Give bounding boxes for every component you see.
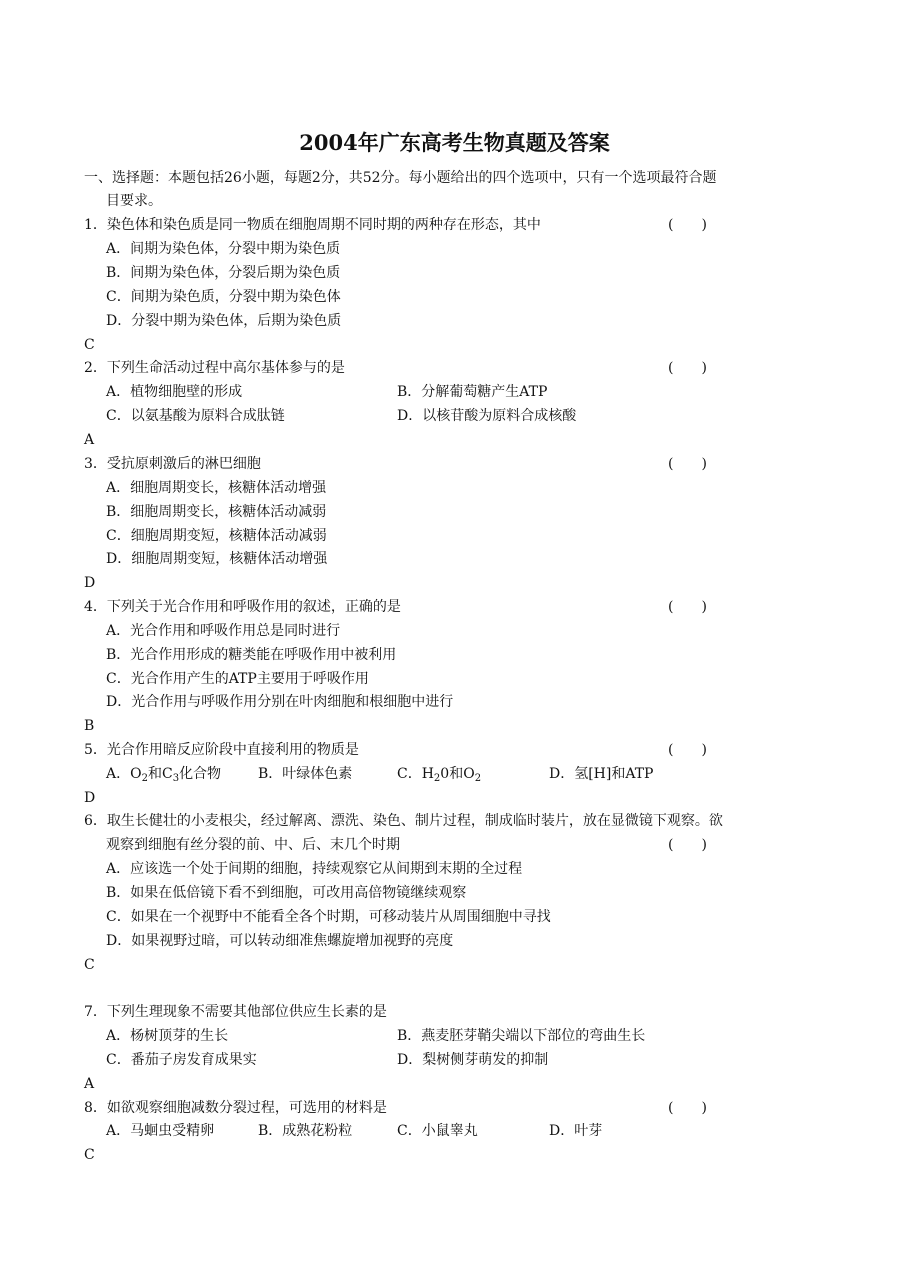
question-5-option-a: A．$O_2$和$C_3$化合物: [106, 766, 222, 784]
question-8-option-d: D．叶芽: [549, 1123, 603, 1139]
answer-blank: ( ): [668, 456, 707, 472]
question-2-option-d: D．以核苷酸为原料合成核酸: [397, 408, 577, 424]
question-1-option-b: B．间期为染色体，分裂后期为染色质: [106, 265, 341, 281]
question-2-stem: 2．下列生命活动过程中高尔基体参与的是: [84, 360, 345, 376]
answer-blank: ( ): [668, 837, 707, 853]
question-6-answer: C: [84, 957, 95, 973]
question-7-stem: 7．下列生理现象不需要其他部位供应生长素的是: [84, 1004, 387, 1020]
question-2-option-b: B．分解葡萄糖产生ATP: [397, 384, 548, 400]
question-3-stem: 3．受抗原刺激后的淋巴细胞: [84, 456, 261, 472]
answer-blank: ( ): [668, 599, 707, 615]
question-3-answer: D: [84, 575, 96, 591]
answer-blank: ( ): [668, 217, 707, 233]
question-2-option-c: C．以氨基酸为原料合成肽链: [106, 408, 285, 424]
question-4-option-d: D．光合作用与呼吸作用分别在叶肉细胞和根细胞中进行: [106, 694, 454, 710]
question-3-option-b: B．细胞周期变长，核糖体活动减弱: [106, 504, 327, 520]
answer-blank: ( ): [668, 1100, 707, 1116]
question-1-option-c: C．间期为染色质，分裂中期为染色体: [106, 289, 341, 305]
question-3-option-a: A．细胞周期变长，核糖体活动增强: [106, 480, 327, 496]
page-title: 2004年广东高考生物真题及答案: [299, 130, 610, 155]
question-6-stem-cont: 观察到细胞有丝分裂的前、中、后、末几个时期: [106, 837, 400, 853]
answer-blank: ( ): [668, 742, 707, 758]
question-4-option-c: C．光合作用产生的ATP主要用于呼吸作用: [106, 671, 369, 687]
section-instructions: 一、选择题：本题包括26小题，每题2分，共52分。每小题给出的四个选项中，只有一个选项最符合题 目要求。: [84, 170, 717, 209]
question-8-answer: C: [84, 1147, 95, 1163]
question-8-stem: 8．如欲观察细胞减数分裂过程，可选用的材料是: [84, 1100, 387, 1116]
question-1-answer: C: [84, 337, 95, 353]
question-4-option-b: B．光合作用形成的糖类能在呼吸作用中被利用: [106, 647, 397, 663]
question-2-option-a: A．植物细胞壁的形成: [106, 384, 243, 400]
question-6-option-a: A．应该选一个处于间期的细胞，持续观察它从间期到末期的全过程: [106, 861, 523, 877]
question-2-answer: A: [84, 432, 95, 448]
question-6-stem: 6．取生长健壮的小麦根尖，经过解离、漂洗、染色、制片过程，制成临时装片，放在显微镜下观察。欲: [84, 813, 723, 829]
question-6-option-d: D．如果视野过暗，可以转动细准焦螺旋增加视野的亮度: [106, 933, 454, 949]
question-1-stem: 1．染色体和染色质是同一物质在细胞周期不同时期的两种存在形态，其中: [84, 217, 541, 233]
question-1-option-d: D．分裂中期为染色体，后期为染色质: [106, 313, 342, 329]
question-7-option-a: A．杨树顶芽的生长: [106, 1028, 229, 1044]
question-5-option-c: C．$H_20$和$O_2$: [397, 766, 482, 784]
question-6-option-c: C．如果在一个视野中不能看全各个时期，可移动装片从周围细胞中寻找: [106, 909, 551, 925]
question-4-answer: B: [84, 718, 95, 734]
question-4-option-a: A．光合作用和呼吸作用总是同时进行: [106, 623, 341, 639]
question-7-answer: A: [84, 1076, 95, 1092]
question-3-option-d: D．细胞周期变短，核糖体活动增强: [106, 551, 328, 567]
answer-blank: ( ): [668, 360, 707, 376]
question-1-option-a: A．间期为染色体，分裂中期为染色质: [106, 241, 341, 257]
question-8-option-a: A．马蛔虫受精卵: [106, 1123, 215, 1139]
question-7-option-c: C．番茄子房发育成果实: [106, 1052, 257, 1068]
question-7-option-b: B．燕麦胚芽鞘尖端以下部位的弯曲生长: [397, 1028, 646, 1044]
question-8-option-b: B．成熟花粉粒: [258, 1123, 353, 1139]
question-8-option-c: C．小鼠睾丸: [397, 1123, 478, 1139]
question-3-option-c: C．细胞周期变短，核糖体活动减弱: [106, 528, 327, 544]
question-5-answer: D: [84, 790, 96, 806]
question-6-option-b: B．如果在低倍镜下看不到细胞，可改用高倍物镜继续观察: [106, 885, 467, 901]
question-4-stem: 4．下列关于光合作用和呼吸作用的叙述，正确的是: [84, 599, 401, 615]
question-5-option-d: D．氢[H]和ATP: [549, 766, 654, 782]
question-5-option-b: B．叶绿体色素: [258, 766, 353, 782]
question-5-stem: 5．光合作用暗反应阶段中直接利用的物质是: [84, 742, 359, 758]
question-7-option-d: D．梨树侧芽萌发的抑制: [397, 1052, 549, 1068]
